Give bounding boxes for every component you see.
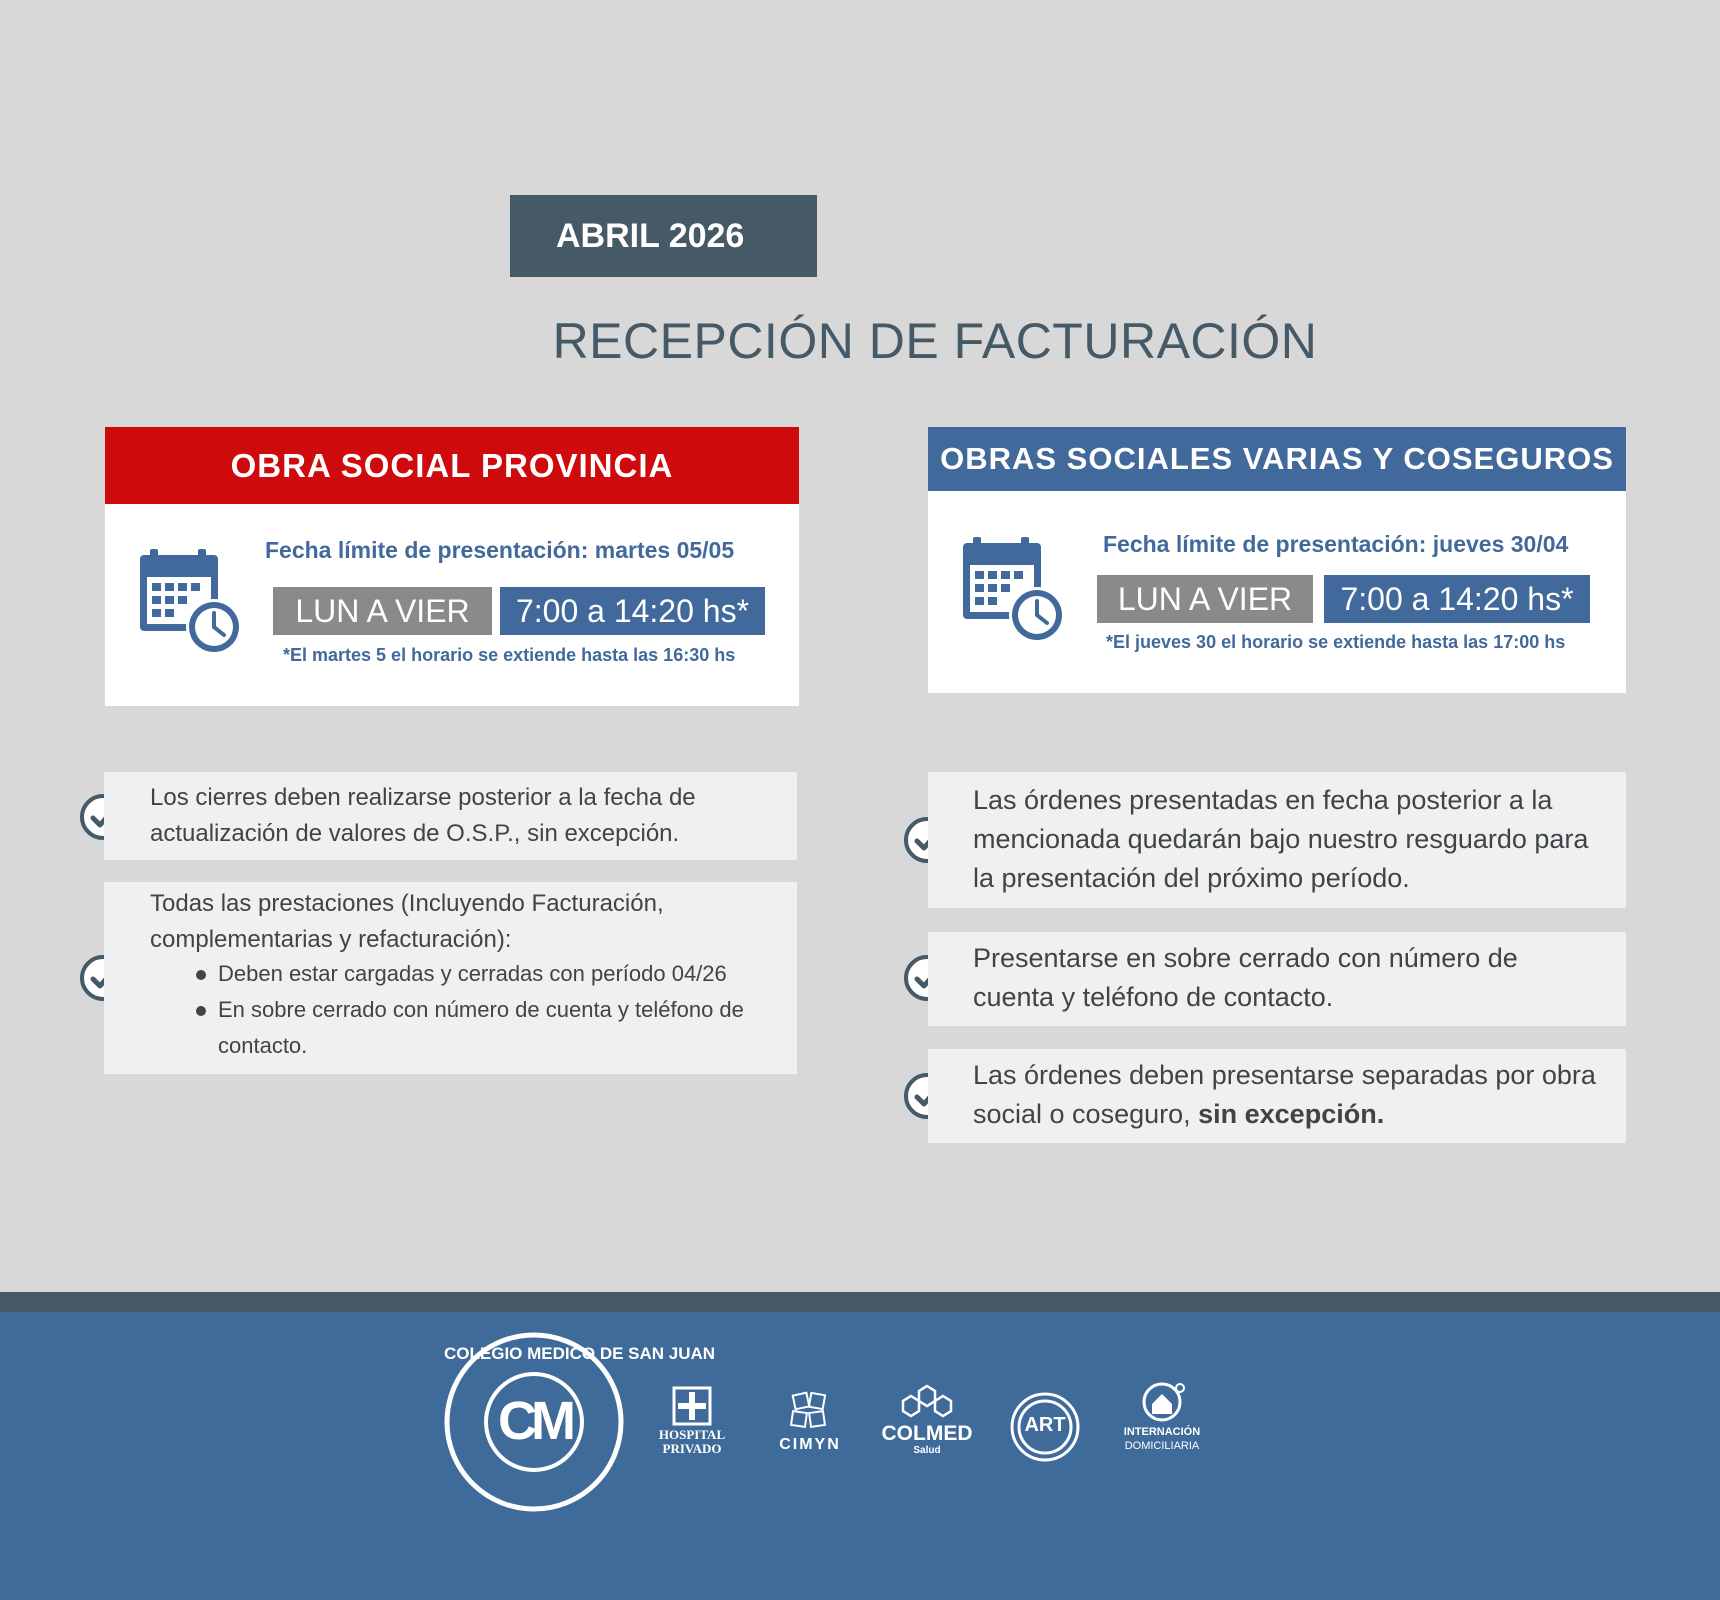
colmed-label: COLMED [881, 1422, 973, 1445]
card-header-label: OBRA SOCIAL PROVINCIA [230, 446, 674, 484]
hospital-privado-logo [656, 1386, 728, 1464]
internacion-domiciliaria-logo [1114, 1380, 1210, 1464]
art-label: ART [1024, 1414, 1066, 1436]
footer-band [0, 1292, 1720, 1600]
footer-divider [0, 1292, 1720, 1312]
colmed-sub-label: Salud [913, 1445, 941, 1456]
info-text [973, 1056, 1618, 1134]
list-item: Deben estar cargadas y cerradas con período 04/26 [196, 956, 756, 992]
hours-pill: 7:00 a 14:20 hs* [1324, 575, 1590, 623]
info-box-left-2 [104, 882, 797, 1074]
requirements-list [196, 956, 756, 1064]
card-header-provincia [105, 427, 799, 504]
month-badge [510, 195, 817, 277]
obras-sociales-varias-card [928, 427, 1626, 693]
days-pill: LUN A VIER [1097, 575, 1313, 623]
info-text-regular: Las órdenes deben presentarse separadas por obra social o coseguro, [973, 1060, 1596, 1129]
page-title: RECEPCIÓN DE FACTURACIÓN [552, 313, 1318, 369]
calendar-clock-icon [138, 549, 248, 664]
list-item: En sobre cerrado con número de cuenta y teléfono de contacto. [196, 992, 756, 1064]
info-box-left-1 [104, 772, 797, 860]
cimyn-label: CIMYN [779, 1436, 841, 1453]
info-box-right-3 [928, 1049, 1626, 1143]
days-pill: LUN A VIER [273, 587, 492, 635]
seal-monogram: CM [498, 1391, 570, 1451]
cimyn-logo [772, 1390, 848, 1460]
hours-pill: 7:00 a 14:20 hs* [500, 587, 765, 635]
card-header-label: OBRAS SOCIALES VARIAS Y COSEGUROS [940, 441, 1614, 476]
info-box-right-1 [928, 772, 1626, 908]
domiciliaria-label: DOMICILIARIA [1124, 1440, 1200, 1452]
calendar-clock-icon [961, 537, 1071, 652]
month-label: ABRIL 2026 [556, 216, 745, 255]
art-logo [1010, 1392, 1080, 1462]
colmed-logo [876, 1384, 978, 1464]
seal-text-label: COLEGIO MEDICO DE SAN JUAN [444, 1344, 716, 1363]
info-text: Todas las prestaciones (Incluyendo Facturación, complementarias y refacturación): [150, 890, 664, 953]
info-text-bold: sin excepción. [1198, 1099, 1385, 1129]
info-text: Los cierres deben realizarse posterior a la fecha de actualización de valores de O.S.P., sin excepción. [150, 784, 696, 847]
hospital-privado-label: HOSPITAL PRIVADO [658, 1427, 726, 1456]
info-box-right-2 [928, 932, 1626, 1026]
card-header-varias [928, 427, 1626, 491]
extended-hours-note: *El jueves 30 el horario se extiende hasta las 17:00 hs [1106, 632, 1566, 652]
internacion-label: INTERNACIÓN [1123, 1426, 1201, 1438]
obra-social-provincia-card [105, 427, 799, 706]
info-text: Presentarse en sobre cerrado con número de cuenta y teléfono de contacto. [973, 943, 1518, 1012]
info-text: Las órdenes presentadas en fecha posterior a la mencionada quedarán bajo nuestro resguardo para la presentación del próximo período. [973, 785, 1589, 893]
deadline-text: Fecha límite de presentación: martes 05/05 [265, 537, 735, 563]
deadline-text: Fecha límite de presentación: jueves 30/04 [1103, 531, 1569, 557]
extended-hours-note: *El martes 5 el horario se extiende hasta las 16:30 hs [283, 645, 736, 665]
seal-top-text [444, 1344, 716, 1364]
